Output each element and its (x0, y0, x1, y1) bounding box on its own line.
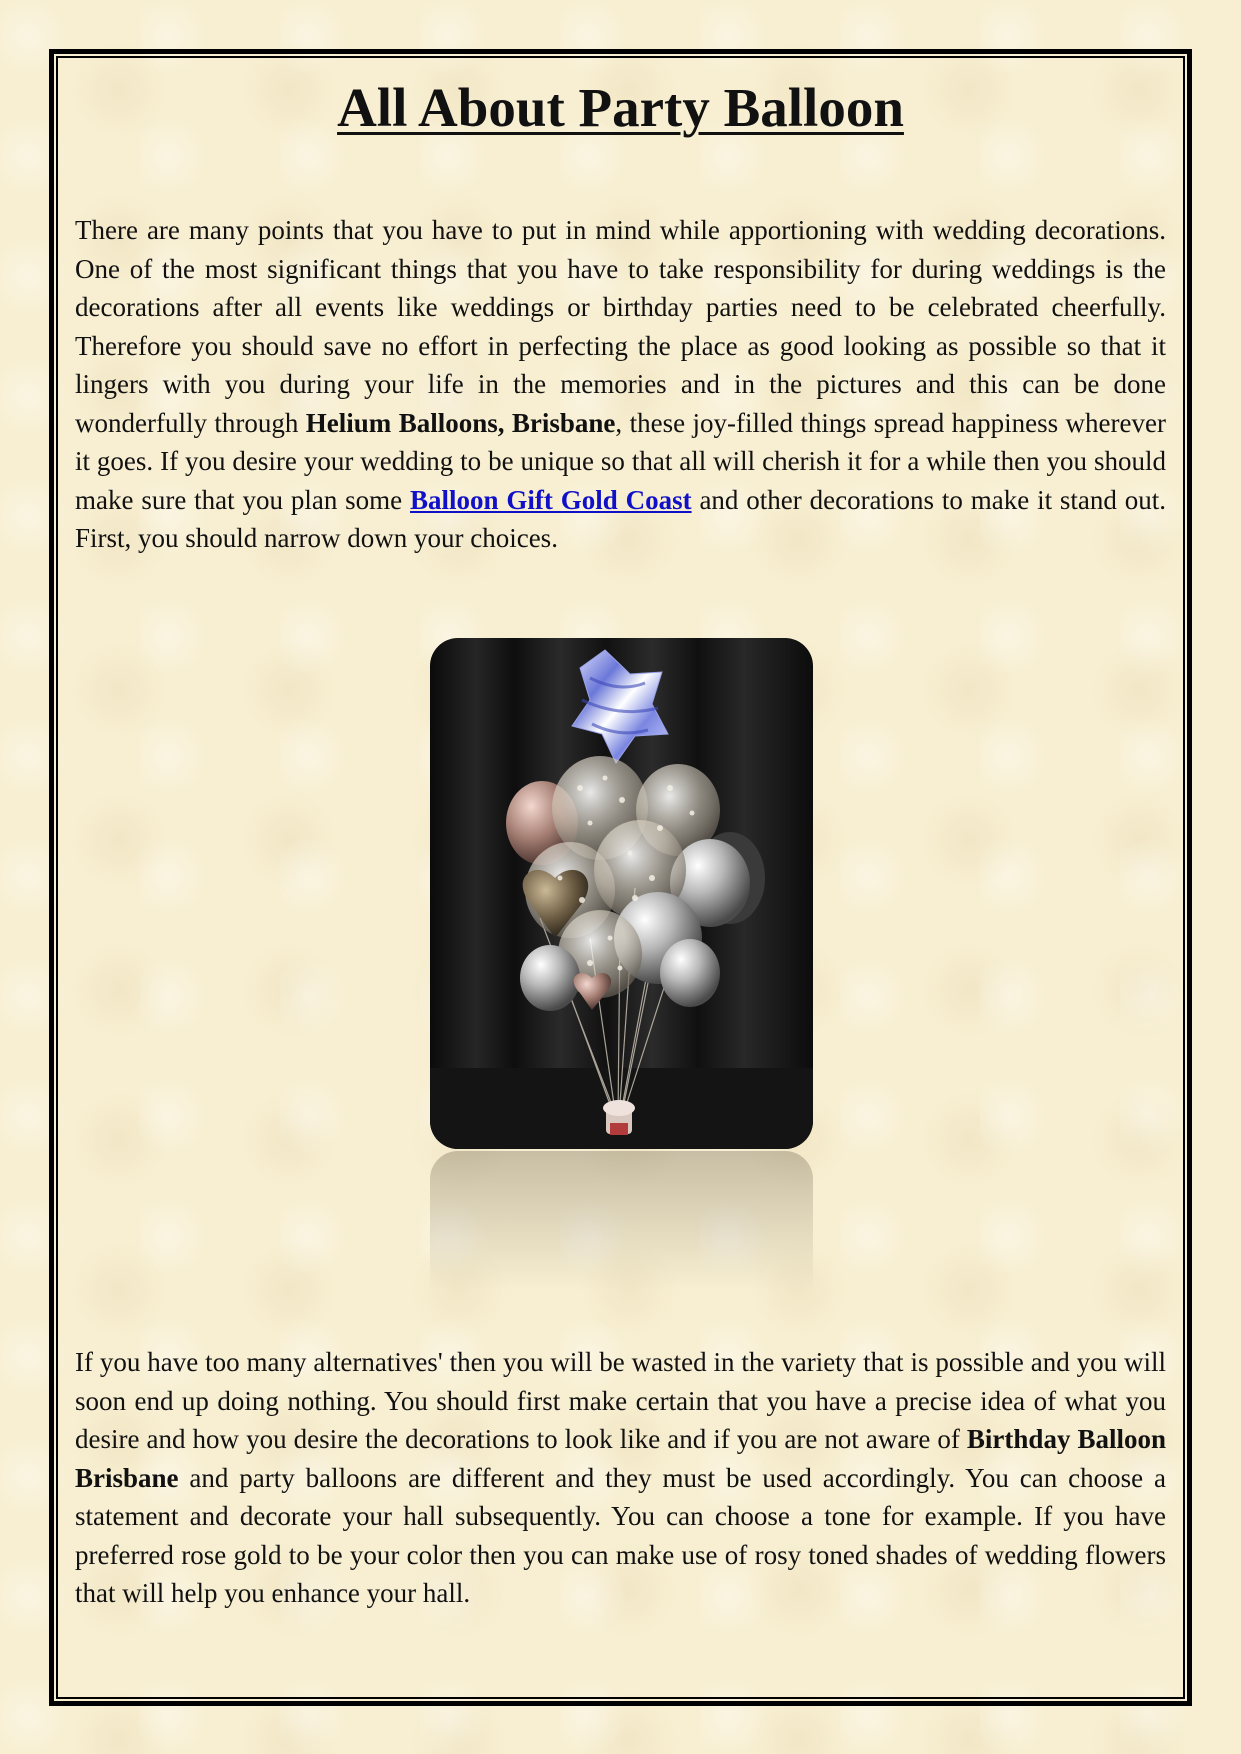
photo-reflection (430, 1151, 813, 1291)
intro-text-c: and other decorations to make it stand out. First, you should narrow down your choices. (75, 484, 1167, 553)
page-title: All About Party Balloon (337, 77, 904, 138)
balloon-gift-gold-coast-link[interactable]: Balloon Gift Gold Coast (410, 484, 692, 515)
intro-text-b: , these joy-filled things spread happiness wherever it goes. If you desire your wedding to be unique so that all will cherish it for a while then you should make sure that you plan some (75, 407, 1166, 515)
second-paragraph (75, 1343, 1166, 1613)
intro-paragraph (75, 211, 1166, 558)
balloon-bouquet-illustration (430, 638, 813, 1149)
second-text-b: and party balloons are different and they must be used accordingly. You can choose a statement and decorate your hall subsequently. You can choose a tone for example. If you have preferred rose gold to be your color then you can make use of rosy toned shades of wedding flowers that will help you enhance your hall. (75, 1462, 1166, 1608)
second-text-a: If you have too many alternatives' then you will be wasted in the variety that is possible and you will soon end up doing nothing. You should first make certain that you have a precise idea of what you desire and how you desire the decorations to look like and if you are not aware of (75, 1347, 1166, 1454)
helium-balloons-brisbane-bold: Helium Balloons, Brisbane (305, 407, 616, 438)
balloon-bouquet-photo (430, 638, 813, 1149)
birthday-balloon-brisbane-bold: Birthday Balloon Brisbane (75, 1424, 1167, 1493)
intro-text-a: There are many points that you have to put in mind while apportioning with wedding decorations. One of the most significant things that you have to take responsibility for during weddings is the decorations after all events like weddings or birthday parties need to be celebrated cheerfully. Therefore you should save no effort in perfecting the place as good looking as possible so that it lingers with you during your life in the memories and in the pictures and this can be done wonderfully through (75, 215, 1166, 438)
